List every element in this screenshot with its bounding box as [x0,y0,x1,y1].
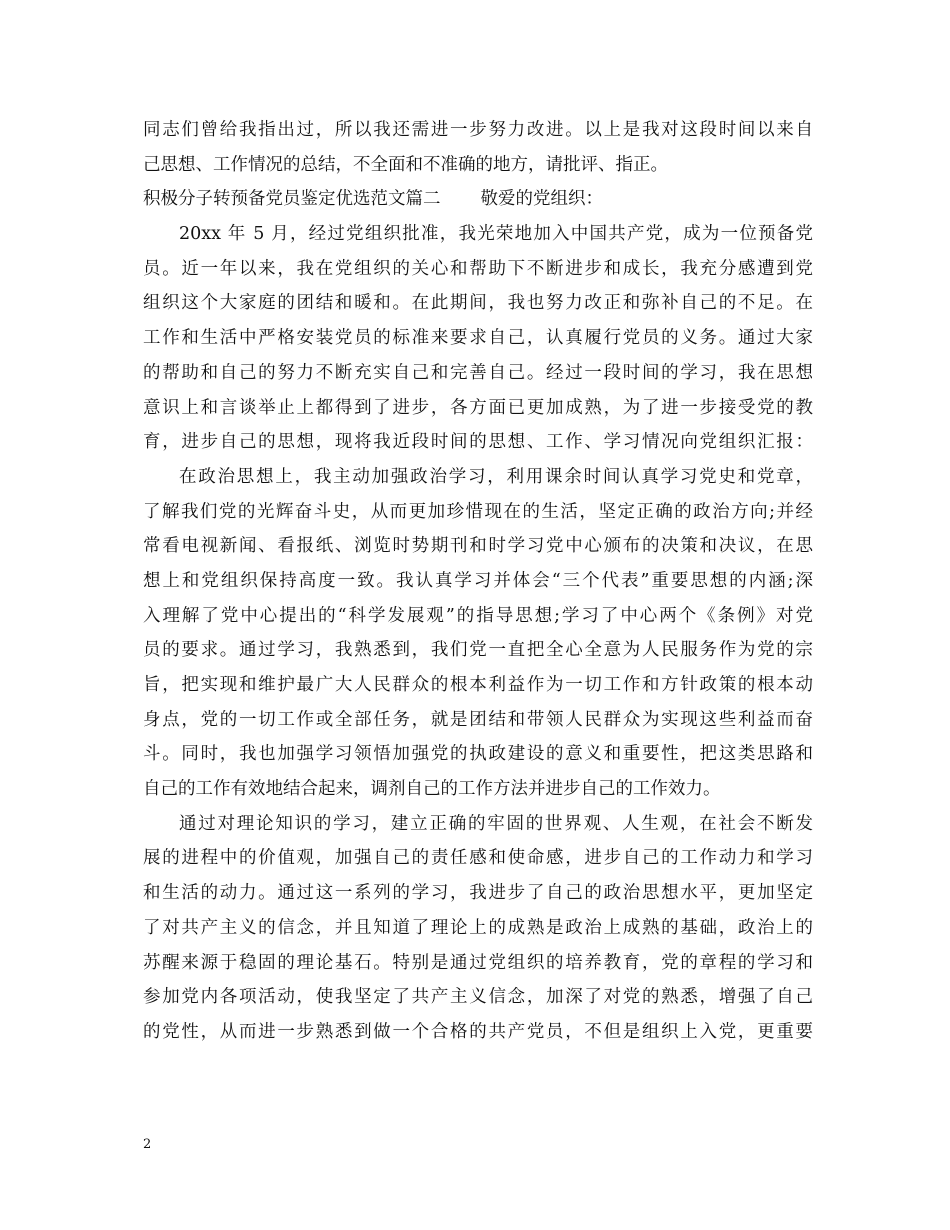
paragraph-line: 常看电视新闻、看报纸、浏览时势期刊和时学习党中心颁布的决策和决议，在思 [143,536,813,557]
paragraph-line: 20xx 年 5 月，经过党组织批准，我光荣地加入中国共产党，成为一位预备党 [179,224,813,245]
paragraph-line: 自己的工作有效地结合起来，调剂自己的工作方法并进步自己的工作效力。 [143,779,721,800]
paragraph-line: 员的要求。通过学习，我熟悉到，我们党一直把全心全意为人民服务作为党的宗 [143,640,813,661]
paragraph-line: 旨，把实现和维护最广大人民群众的根本利益作为一切工作和方针政策的根本动 [143,675,813,695]
paragraph-line: 苏醒来源于稳固的理论基石。特别是通过党组织的培养教育，党的章程的学习和 [143,952,813,973]
section-heading-line [143,182,813,217]
paragraph-line: 参加党内各项活动，使我坚定了共产主义信念，加深了对党的熟悉，增强了自己 [143,987,813,1008]
paragraph-line: 在政治思想上，我主动加强政治学习，利用课余时间认真学习党史和党章， [179,466,813,487]
paragraph-line: 了对共产主义的信念，并且知道了理论上的成熟是政治上成熟的基础，政治上的 [143,917,813,938]
paragraph-line: 通过对理论知识的学习，建立正确的牢固的世界观、人生观，在社会不断发 [179,813,813,834]
paragraph-line: 工作和生活中严格安装党员的标准来要求自己，认真履行党员的义务。通过大家 [143,328,813,349]
continuation-line: 己思想、工作情况的总结，不全面和不准确的地方，请批评、指正。 [143,154,668,175]
paragraph-line: 身点，党的一切工作或全部任务，就是团结和带领人民群众为实现这些利益而奋 [143,709,813,730]
paragraph-line: 斗。同时，我也加强学习领悟加强党的执政建设的意义和重要性，把这类思路和 [143,744,813,765]
paragraph-line: 育，进步自己的思想，现将我近段时间的思想、工作、学习情况向党组织汇报： [143,432,813,453]
continuation-line: 同志们曾给我指出过，所以我还需进一步努力改进。以上是我对这段时间以来自 [143,120,813,140]
paragraph-line: 组织这个大家庭的团结和暖和。在此期间，我也努力改正和弥补自己的不足。在 [143,293,813,314]
paragraph-line: 入理解了党中心提出的“科学发展观”的指导思想;学习了中心两个《条例》对党 [143,605,813,626]
salutation: 敬爱的党组织： [480,189,603,210]
paragraph-line: 和生活的动力。通过这一系列的学习，我进步了自己的政治思想水平，更加坚定 [143,883,813,904]
document-body [143,113,813,1050]
paragraph-line: 意识上和言谈举止上都得到了进步，各方面已更加成熟，为了进一步接受党的教 [143,397,813,418]
paragraph-line: 的帮助和自己的努力不断充实自己和完善自己。经过一段时间的学习，我在思想 [143,362,813,383]
paragraph-line: 想上和党组织保持高度一致。我认真学习并体会“三个代表”重要思想的内涵;深 [143,570,813,591]
paragraph-line: 的党性，从而进一步熟悉到做一个合格的共产党员，不但是组织上入党，更重要 [143,1021,813,1042]
paragraph-line: 展的进程中的价值观，加强自己的责任感和使命感，进步自己的工作动力和学习 [143,848,813,869]
section-title: 积极分子转预备党员鉴定优选范文篇二 [143,189,441,210]
page-number: 2 [143,1137,152,1152]
paragraph-line: 了解我们党的光辉奋斗史，从而更加珍惜现在的生活，坚定正确的政治方向;并经 [143,501,813,522]
paragraph-line: 员。近一年以来，我在党组织的关心和帮助下不断进步和成长，我充分感遭到党 [143,258,813,279]
